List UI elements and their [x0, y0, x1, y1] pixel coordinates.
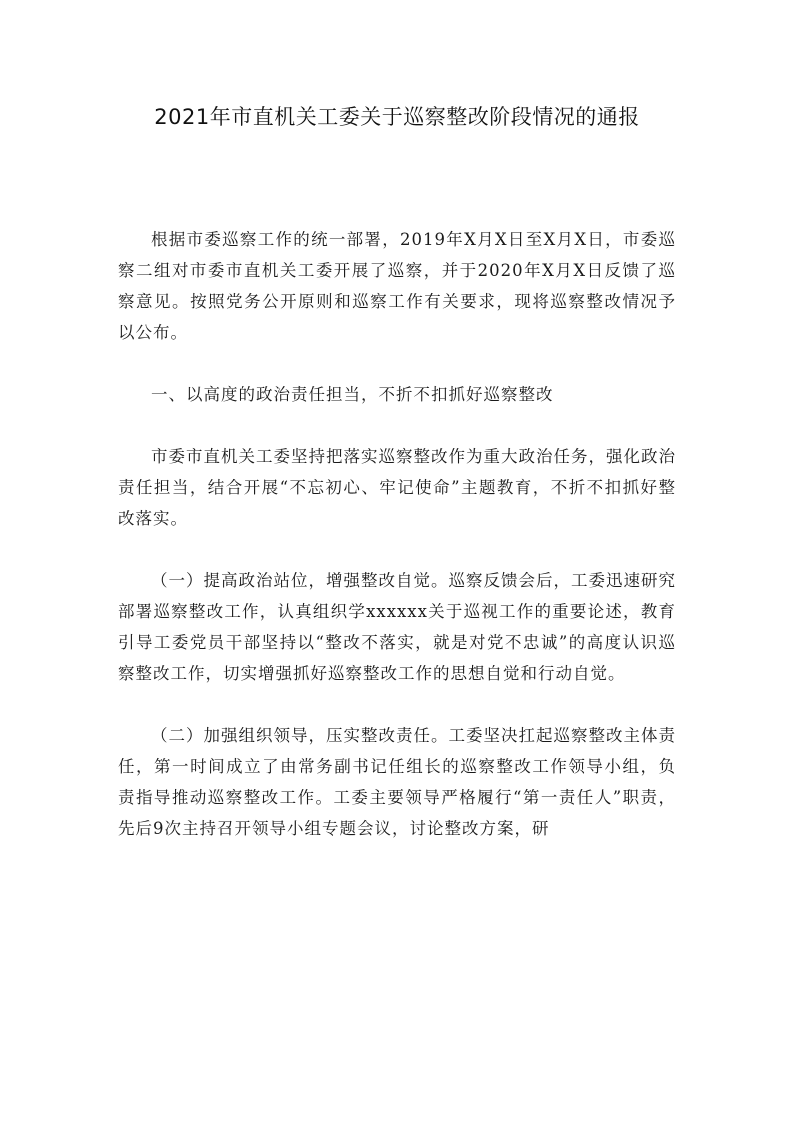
paragraph-item-1: （一）提高政治站位，增强整改自觉。巡察反馈会后，工委迅速研究部署巡察整改工作，认真组织学xxxxxx关于巡视工作的重要论述，教育引导工委党员干部坚持以“整改不落实，就是对党不忠诚”的高度认识巡察整改工作，切实增强抓好巡察整改工作的思想自觉和行动自觉。: [118, 571, 676, 683]
document-body: [118, 224, 676, 875]
section-heading-1: 一、以高度的政治责任担当，不折不扣抓好巡察整改: [151, 385, 554, 404]
paragraph-section-1: 市委市直机关工委坚持把落实巡察整改作为重大政治任务，强化政治责任担当，结合开展“不忘初心、牢记使命”主题教育，不折不扣抓好整改落实。: [118, 447, 676, 528]
paragraph-item-2: （二）加强组织领导，压实整改责任。工委坚决扛起巡察整改主体责任，第一时间成立了由常务副书记任组长的巡察整改工作领导小组，负责指导推动巡察整改工作。工委主要领导严格履行“第一责任人”职责，先后9次主持召开领导小组专题会议，讨论整改方案，研: [118, 726, 676, 838]
document-title: 2021年市直机关工委关于巡察整改阶段情况的通报: [154, 105, 640, 129]
paragraph-intro: 根据市委巡察工作的统一部署，2019年X月X日至X月X日，市委巡察二组对市委市直机关工委开展了巡察，并于2020年X月X日反馈了巡察意见。按照党务公开原则和巡察工作有关要求，现将巡察整改情况予以公布。: [118, 230, 676, 342]
